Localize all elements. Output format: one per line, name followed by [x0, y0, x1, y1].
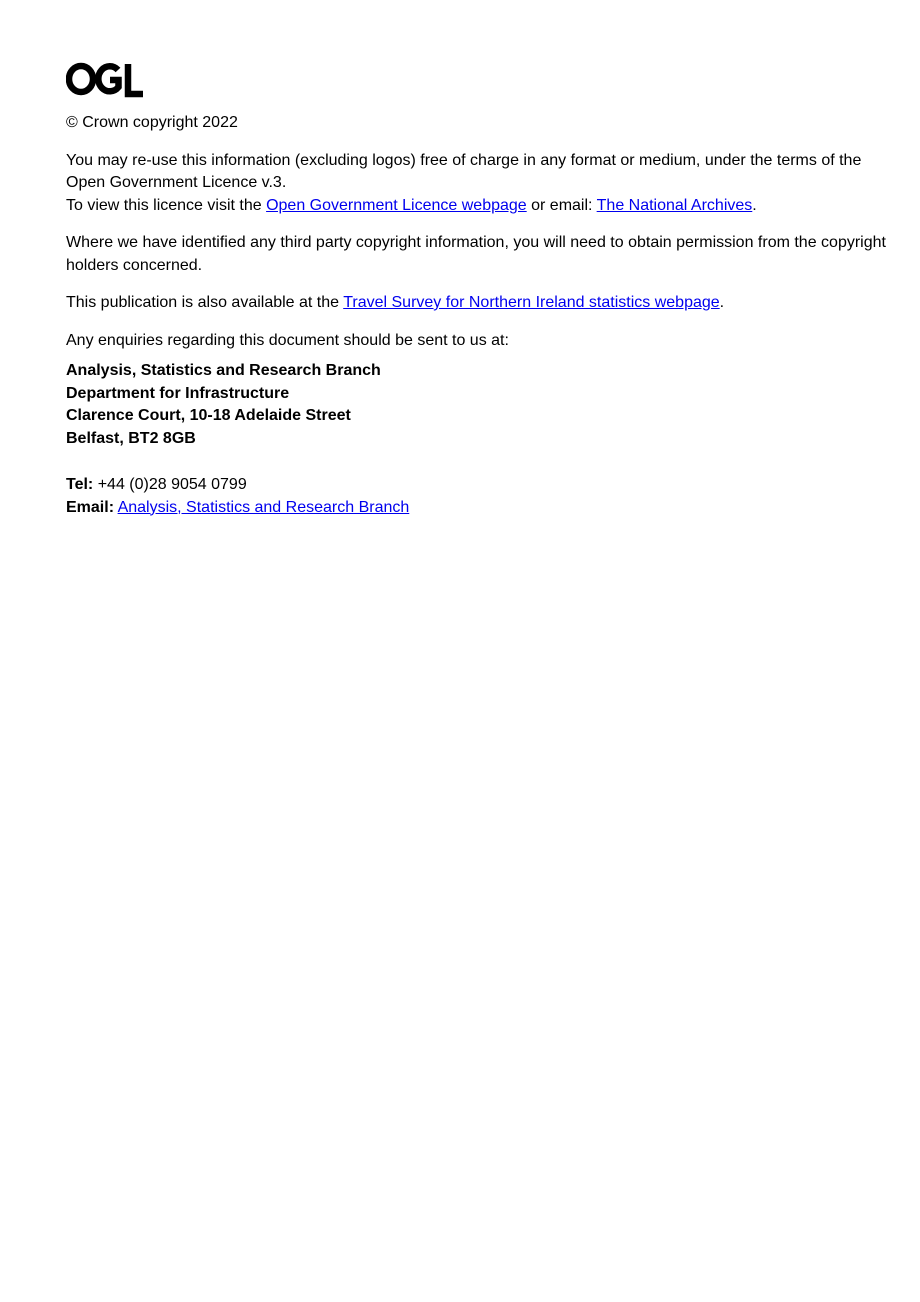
publication-prefix: This publication is also available at the [66, 294, 344, 311]
view-prefix: To view this licence visit the [66, 196, 267, 214]
address-line: Belfast, BT2 8GB [66, 429, 196, 447]
licence-link[interactable]: Open Government Licence webpage [266, 196, 527, 214]
contact-details [66, 474, 886, 519]
reuse-text: You may re-use this information (excluding logos) free of charge in any format or medium, under the terms of the Open Government Licence v.3. [66, 151, 862, 191]
address-line: Department for Infrastructure [66, 384, 290, 402]
document-page [66, 60, 886, 519]
view-suffix: . [752, 196, 757, 214]
view-middle: or email: [526, 196, 597, 214]
enquiries-paragraph: Any enquiries regarding this document should be sent to us at: [66, 331, 509, 349]
postal-address [66, 360, 886, 450]
address-line: Analysis, Statistics and Research Branch [66, 362, 381, 379]
address-line: Clarence Court, 10-18 Adelaide Street [66, 407, 351, 424]
statistics-webpage-link[interactable]: Travel Survey for Northern Ireland statistics webpage [343, 294, 720, 311]
email-label: Email: [66, 498, 115, 516]
tel-label: Tel: [66, 476, 94, 493]
copyright-notice: © Crown copyright 2022 [66, 114, 238, 131]
publication-paragraph [66, 292, 886, 315]
publication-suffix: . [719, 294, 725, 311]
ogl-logo-icon [66, 60, 144, 98]
tel-value: +44 (0)28 9054 0799 [93, 476, 247, 493]
telephone-line [66, 474, 886, 497]
email-link[interactable]: Analysis, Statistics and Research Branch [117, 498, 410, 516]
third-party-paragraph: Where we have identified any third party copyright information, you will need to obtain permission from the copyright holders concerned. [66, 234, 886, 274]
national-archives-link[interactable]: The National Archives [596, 196, 753, 214]
reuse-paragraph [66, 150, 886, 218]
email-line [66, 497, 886, 520]
